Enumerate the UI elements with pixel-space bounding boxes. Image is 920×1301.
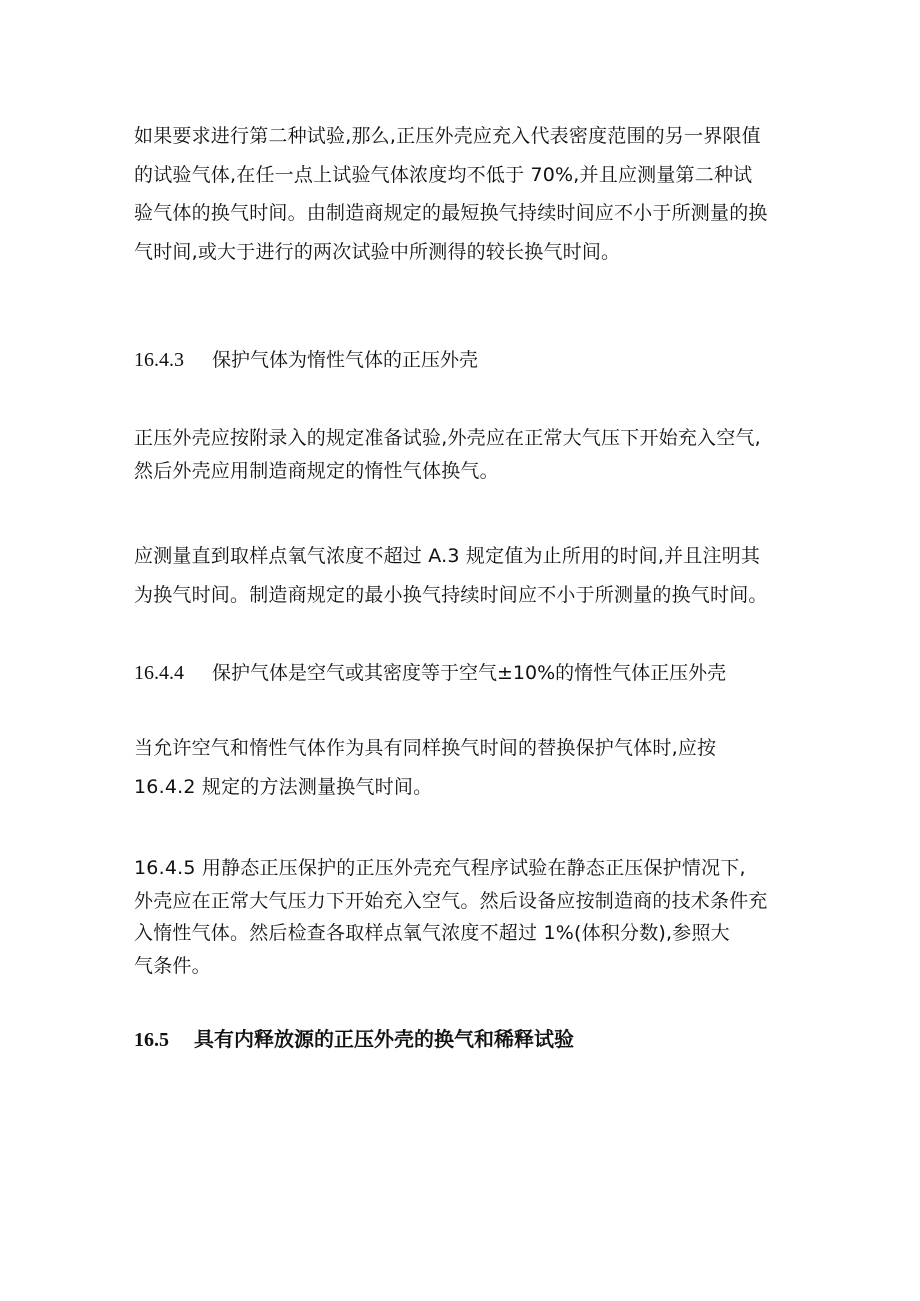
text-line: 正压外壳应按附录入的规定准备试验,外壳应在正常大气压下开始充入空气, bbox=[134, 427, 761, 449]
paragraph-air-and-inert bbox=[134, 729, 794, 806]
section-number: 16.4.3 bbox=[134, 349, 184, 371]
section-number: 16.5 bbox=[134, 1029, 169, 1051]
text-line: 的试验气体,在任一点上试验气体浓度均不低于 70%,并且应测量第二种试 bbox=[134, 163, 753, 186]
text-line: 验气体的换气时间。由制造商规定的最短换气持续时间应不小于所测量的换 bbox=[134, 202, 768, 224]
section-title: 具有内释放源的正压外壳的换气和稀释试验 bbox=[194, 1027, 574, 1051]
text-line: 应测量直到取样点氧气浓度不超过 A.3 规定值为止所用的时间,并且注明其 bbox=[134, 545, 761, 567]
text-line: 16.4.2 规定的方法测量换气时间。 bbox=[134, 775, 433, 798]
section-heading-16-4-3 bbox=[134, 348, 478, 372]
section-heading-16-4-4 bbox=[134, 661, 726, 685]
text-line: 气时间,或大于进行的两次试验中所测得的较长换气时间。 bbox=[134, 240, 621, 263]
paragraph-inert-preparation bbox=[134, 422, 794, 487]
text-line: 为换气时间。制造商规定的最小换气持续时间应不小于所测量的换气时间。 bbox=[134, 583, 768, 606]
text-line: 如果要求进行第二种试验,那么,正压外壳应充入代表密度范围的另一界限值 bbox=[134, 125, 761, 147]
text-line: 当允许空气和惰性气体作为具有同样换气时间的替换保护气体时,应按 bbox=[134, 737, 717, 759]
paragraph-static-pressurization bbox=[134, 852, 794, 982]
text-line: 然后外壳应用制造商规定的惰性气体换气。 bbox=[134, 459, 499, 482]
section-heading-16-5 bbox=[134, 1027, 574, 1052]
section-title: 保护气体为惰性气体的正压外壳 bbox=[212, 349, 479, 371]
paragraph-second-test bbox=[134, 117, 794, 271]
paragraph-oxygen-measurement bbox=[134, 537, 794, 614]
text-line: 入惰性气体。然后检查各取样点氧气浓度不超过 1%(体积分数),参照大 bbox=[134, 922, 730, 944]
text-line: 气条件。 bbox=[134, 954, 211, 977]
section-title: 保护气体是空气或其密度等于空气±10%的惰性气体正压外壳 bbox=[212, 662, 727, 684]
text-line: 外壳应在正常大气压力下开始充入空气。然后设备应按制造商的技术条件充 bbox=[134, 889, 768, 912]
section-number: 16.4.4 bbox=[134, 662, 184, 684]
text-line: 16.4.5 用静态正压保护的正压外壳充气程序试验在静态正压保护情况下, bbox=[134, 857, 746, 879]
